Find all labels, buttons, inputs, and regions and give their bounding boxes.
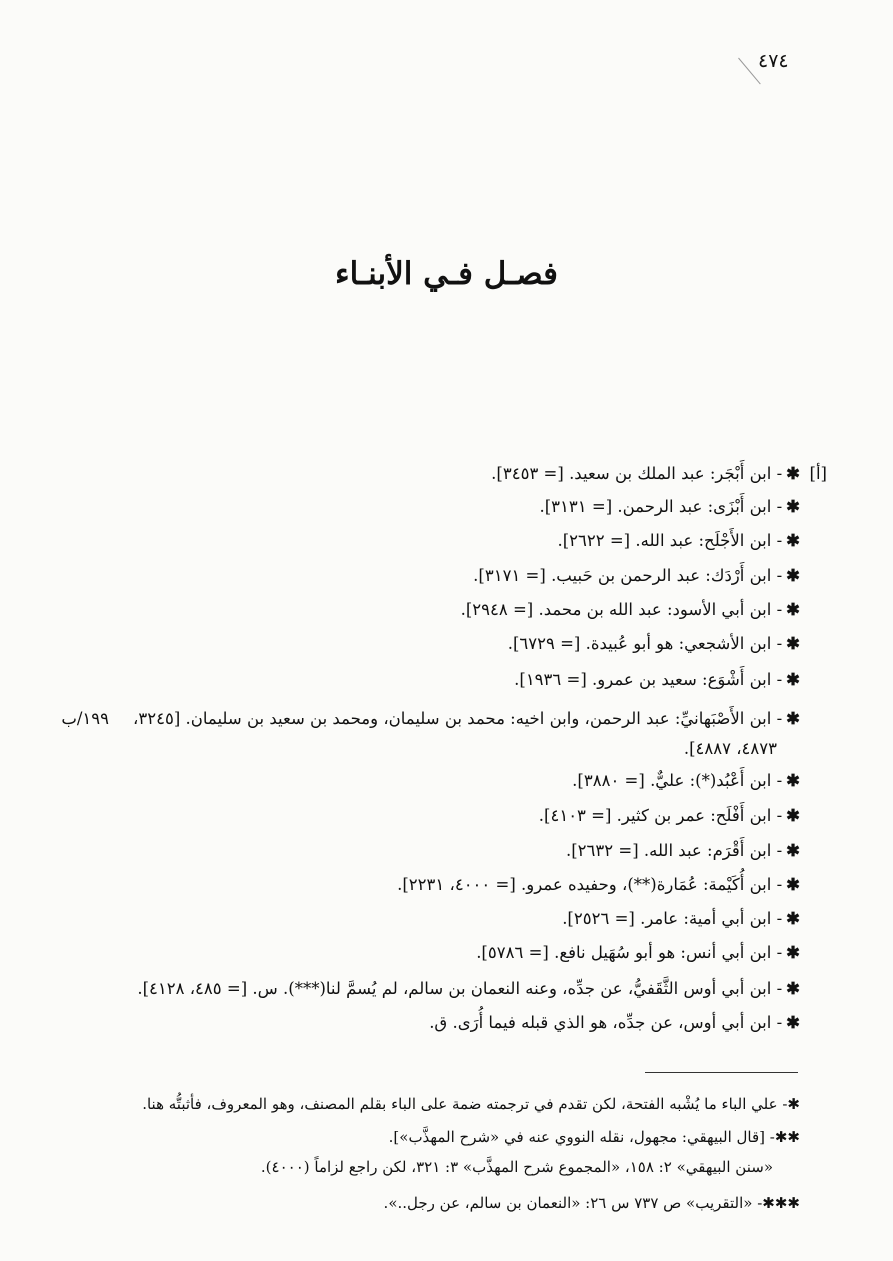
entry-text: - ابن أبي الأسود: عبد الله بن محمد. [= ٢٩٤٨]. (460, 600, 783, 619)
entry-text: - ابن أَرْدَك: عبد الرحمن بن حَبيب. [= ٣١٧١]. (473, 566, 783, 585)
entry-text: - ابن الأَصْبَهانيِّ: عبد الرحمن، وابن اخيه: محمد بن سليمان، ومحمد بن سعيد بن سليمان. [٣٢٤٥، (133, 709, 783, 728)
entry-text: - ابن أَبْجَر: عبد الملك بن سعيد. [= ٣٤٥٣]. (491, 464, 783, 483)
footnote: ✱- علي الباء ما يُشْبه الفتحة، لكن تقدم في ترجمته ضمة على الباء بقلم المصنف، وهو المعروف، فأثبتُّه هنا. (142, 1095, 800, 1113)
entry-text: - ابن أَبْزَى: عبد الرحمن. [= ٣١٣١]. (539, 497, 783, 516)
section-marker-alif: [أ] (809, 464, 827, 483)
asterisk-icon: ✱ (786, 875, 800, 894)
list-item (429, 1012, 800, 1034)
asterisk-icon: ✱ (786, 943, 800, 962)
footnote-divider (645, 1072, 798, 1073)
asterisk-icon: ✱ (786, 909, 800, 928)
list-item (397, 874, 800, 896)
entry-text: - ابن الأَجْلَح: عبد الله. [= ٢٦٢٢]. (557, 531, 783, 550)
folio-marker: ١٩٩/ب (61, 709, 109, 728)
footnote: ✱✱- [قال البيهقي: مجهول، نقله النووي عنه في «شرح المهذَّب»]. (388, 1128, 800, 1146)
asterisk-icon: ✱ (786, 531, 800, 550)
list-item (137, 978, 800, 1000)
asterisk-icon: ✱ (786, 841, 800, 860)
list-item (557, 530, 800, 552)
entry-text: - ابن أبي أمية: عامر. [= ٢٥٢٦]. (562, 909, 783, 928)
entry-text: - ابن أبي أنس: هو أبو سُهَيل نافع. [= ٥٧٨٦]. (476, 943, 783, 962)
entry-text: - ابن أَعْبُد(*): عليٌّ. [= ٣٨٨٠]. (572, 771, 783, 790)
list-item (473, 565, 800, 587)
asterisk-icon: ✱ (786, 806, 800, 825)
entry-text: - ابن أَفْلَح: عمر بن كثير. [= ٤١٠٣]. (538, 806, 783, 825)
asterisk-icon: ✱ (786, 979, 800, 998)
asterisk-icon: ✱ (786, 497, 800, 516)
entry-text: - ابن أبي أوس الثَّقَفيُّ، عن جدِّه، وعنه النعمان بن سالم، لم يُسمَّ لنا(***). س. [= ٤٨٥، ٤١٢٨]. (137, 979, 783, 998)
asterisk-icon: ✱ (786, 771, 800, 790)
entry-text: - ابن أبي أوس، عن جدِّه، هو الذي قبله فيما أُرَى. ق. (429, 1013, 783, 1032)
asterisk-icon: ✱ (786, 670, 800, 689)
entry-text: - ابن الأشجعي: هو أبو عُبيدة. [= ٦٧٢٩]. (507, 634, 783, 653)
list-item (539, 496, 800, 518)
asterisk-icon: ✱ (786, 464, 800, 483)
footnote: «سنن البيهقي» ٢: ١٥٨، «المجموع شرح المهذَّب» ٣: ٣٢١، لكن راجع لزاماً (٤٠٠٠). (260, 1158, 773, 1176)
list-item (566, 840, 800, 862)
list-item-continuation (684, 738, 777, 760)
chapter-title: فصـل فـي الأبنـاء (335, 256, 558, 292)
footnote: ✱✱✱- «التقريب» ص ٧٣٧ س ٢٦: «النعمان بن سالم، عن رجل..». (383, 1194, 800, 1212)
entry-text: - ابن أَقْرَم: عبد الله. [= ٢٦٣٢]. (565, 841, 783, 860)
entry-text: ٤٨٧٣، ٤٨٨٧]. (683, 739, 777, 758)
asterisk-icon: ✱ (786, 600, 800, 619)
list-item (476, 942, 800, 964)
asterisk-icon: ✱ (786, 634, 800, 653)
list-item (508, 633, 800, 655)
list-item (514, 669, 800, 691)
list-item (572, 770, 800, 792)
asterisk-icon: ✱ (786, 566, 800, 585)
entry-text: - ابن أُكَيْمة: عُمَارة(**)، وحفيده عمرو. [= ٤٠٠٠، ٢٢٣١]. (397, 875, 783, 894)
asterisk-icon: ✱ (786, 709, 800, 728)
list-item (491, 463, 800, 485)
list-item (539, 805, 800, 827)
list-item (133, 708, 800, 730)
list-item (461, 599, 800, 621)
entry-text: - ابن أَشْوَع: سعيد بن عمرو. [= ١٩٣٦]. (514, 670, 783, 689)
asterisk-icon: ✱ (786, 1013, 800, 1032)
list-item (562, 908, 800, 930)
page-number: ٤٧٤ (758, 50, 789, 72)
